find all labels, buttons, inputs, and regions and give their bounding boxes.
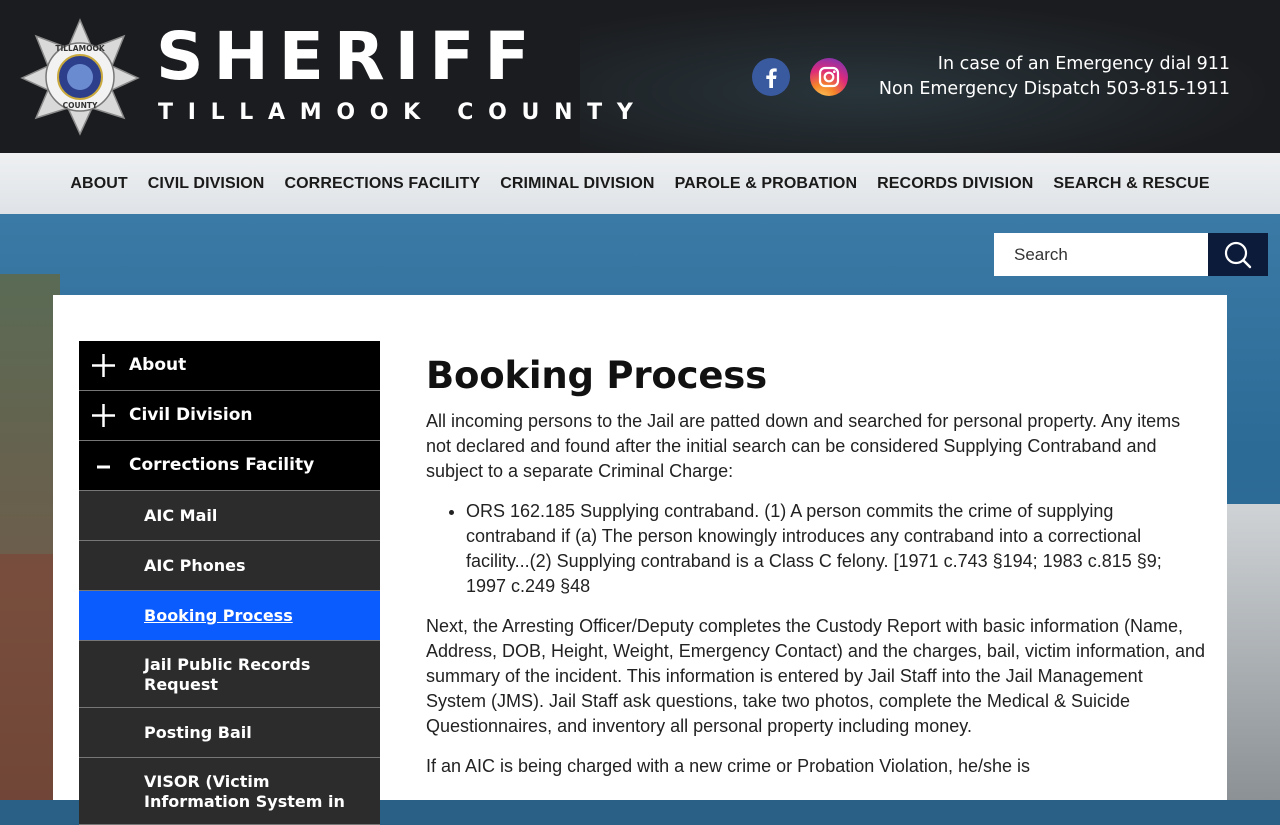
sidebar-nav bbox=[79, 341, 380, 825]
sidebar-item-label: Jail Public Records Request bbox=[144, 655, 311, 694]
badge-text-bottom: COUNTY bbox=[62, 101, 98, 110]
nav-item-search-rescue[interactable]: SEARCH & RESCUE bbox=[1053, 174, 1210, 192]
article-content bbox=[426, 352, 1206, 794]
nav-item-corrections-facility[interactable]: CORRECTIONS FACILITY bbox=[284, 174, 481, 192]
badge-text-top: TILLAMOOK bbox=[55, 44, 105, 53]
sidebar-item-label: AIC Phones bbox=[144, 556, 246, 575]
logo-title: SHERIFF bbox=[156, 18, 540, 95]
sidebar-item-visor[interactable] bbox=[79, 758, 380, 825]
non-emergency-line[interactable]: Non Emergency Dispatch 503-815-1911 bbox=[878, 79, 1230, 99]
ground-background bbox=[0, 554, 60, 800]
sidebar-item-label: Booking Process bbox=[144, 606, 293, 625]
search-icon bbox=[1208, 233, 1268, 276]
article-paragraph: Next, the Arresting Officer/Deputy completes the Custody Report with basic information (Name, Address, DOB, Height, Weight, Emergency Contact) and the charges, bail, victim information, and summary of the incident. This information is entered by Jail Staff into the Jail Management System (JMS). Jail Staff ask questions, take two photos, complete the Medical & Suicide Questionnaires, and inventory all personal property including money. bbox=[426, 616, 1206, 736]
sidebar-item-posting-bail[interactable] bbox=[79, 708, 380, 758]
emergency-contact bbox=[879, 52, 1230, 102]
logo-subtitle: TILLAMOOK COUNTY bbox=[158, 100, 648, 125]
sheriff-badge-logo[interactable] bbox=[20, 18, 140, 136]
sidebar-item-civil-division[interactable] bbox=[79, 391, 380, 441]
facebook-link[interactable] bbox=[752, 58, 790, 96]
sidebar-item-corrections-facility[interactable] bbox=[79, 441, 380, 491]
nav-item-records-division[interactable]: RECORDS DIVISION bbox=[877, 174, 1034, 192]
plus-icon[interactable] bbox=[91, 403, 116, 428]
sidebar-item-aic-phones[interactable] bbox=[79, 541, 380, 591]
plus-icon[interactable] bbox=[91, 353, 116, 378]
instagram-link[interactable] bbox=[810, 58, 848, 96]
sidebar-item-aic-mail[interactable] bbox=[79, 491, 380, 541]
nav-item-criminal-division[interactable]: CRIMINAL DIVISION bbox=[500, 174, 655, 192]
article-paragraph: All incoming persons to the Jail are patted down and searched for personal property. Any items not declared and found after the initial search can be considered Supplying Contraband and subject to a separate Criminal Charge: bbox=[426, 411, 1181, 481]
sidebar-item-label: VISOR (Victim Information System in bbox=[144, 772, 345, 811]
sidebar-item-booking-process[interactable] bbox=[79, 591, 380, 641]
nav-item-parole-probation[interactable]: PAROLE & PROBATION bbox=[674, 174, 858, 192]
sidebar-item-about[interactable] bbox=[79, 341, 380, 391]
sidebar-item-jail-public-records[interactable] bbox=[79, 641, 380, 708]
sidebar-item-label: Corrections Facility bbox=[129, 455, 315, 475]
search-input[interactable] bbox=[994, 233, 1208, 276]
vehicle-background bbox=[1220, 504, 1280, 800]
minus-icon[interactable] bbox=[91, 453, 116, 478]
facebook-icon bbox=[752, 58, 790, 96]
page-title: Booking Process bbox=[426, 354, 767, 397]
emergency-line: In case of an Emergency dial 911 bbox=[937, 54, 1230, 74]
article-paragraph: If an AIC is being charged with a new crime or Probation Violation, he/she is bbox=[426, 756, 1031, 776]
main-nav bbox=[0, 153, 1280, 214]
sidebar-item-label: Posting Bail bbox=[144, 723, 252, 742]
sidebar-item-label: AIC Mail bbox=[144, 506, 218, 525]
sidebar-item-label: Civil Division bbox=[129, 405, 253, 425]
article-list bbox=[426, 499, 1206, 599]
list-item: • ORS 162.185 Supplying contraband. (1) A person commits the crime of supplying contraband if (a) The person knowingly introduces any contraband into a correctional facility...(2) Supplying contraband is a Class C felony. [1971 c.743 §194; 1983 c.815 §9; 1997 c.249 §48 bbox=[466, 499, 1206, 599]
nav-item-about[interactable]: ABOUT bbox=[70, 174, 128, 192]
sidebar-item-label: About bbox=[129, 355, 187, 375]
nav-item-civil-division[interactable]: CIVIL DIVISION bbox=[147, 174, 265, 192]
site-header bbox=[0, 0, 1280, 153]
instagram-icon bbox=[810, 58, 848, 96]
search-button[interactable] bbox=[1208, 233, 1268, 276]
